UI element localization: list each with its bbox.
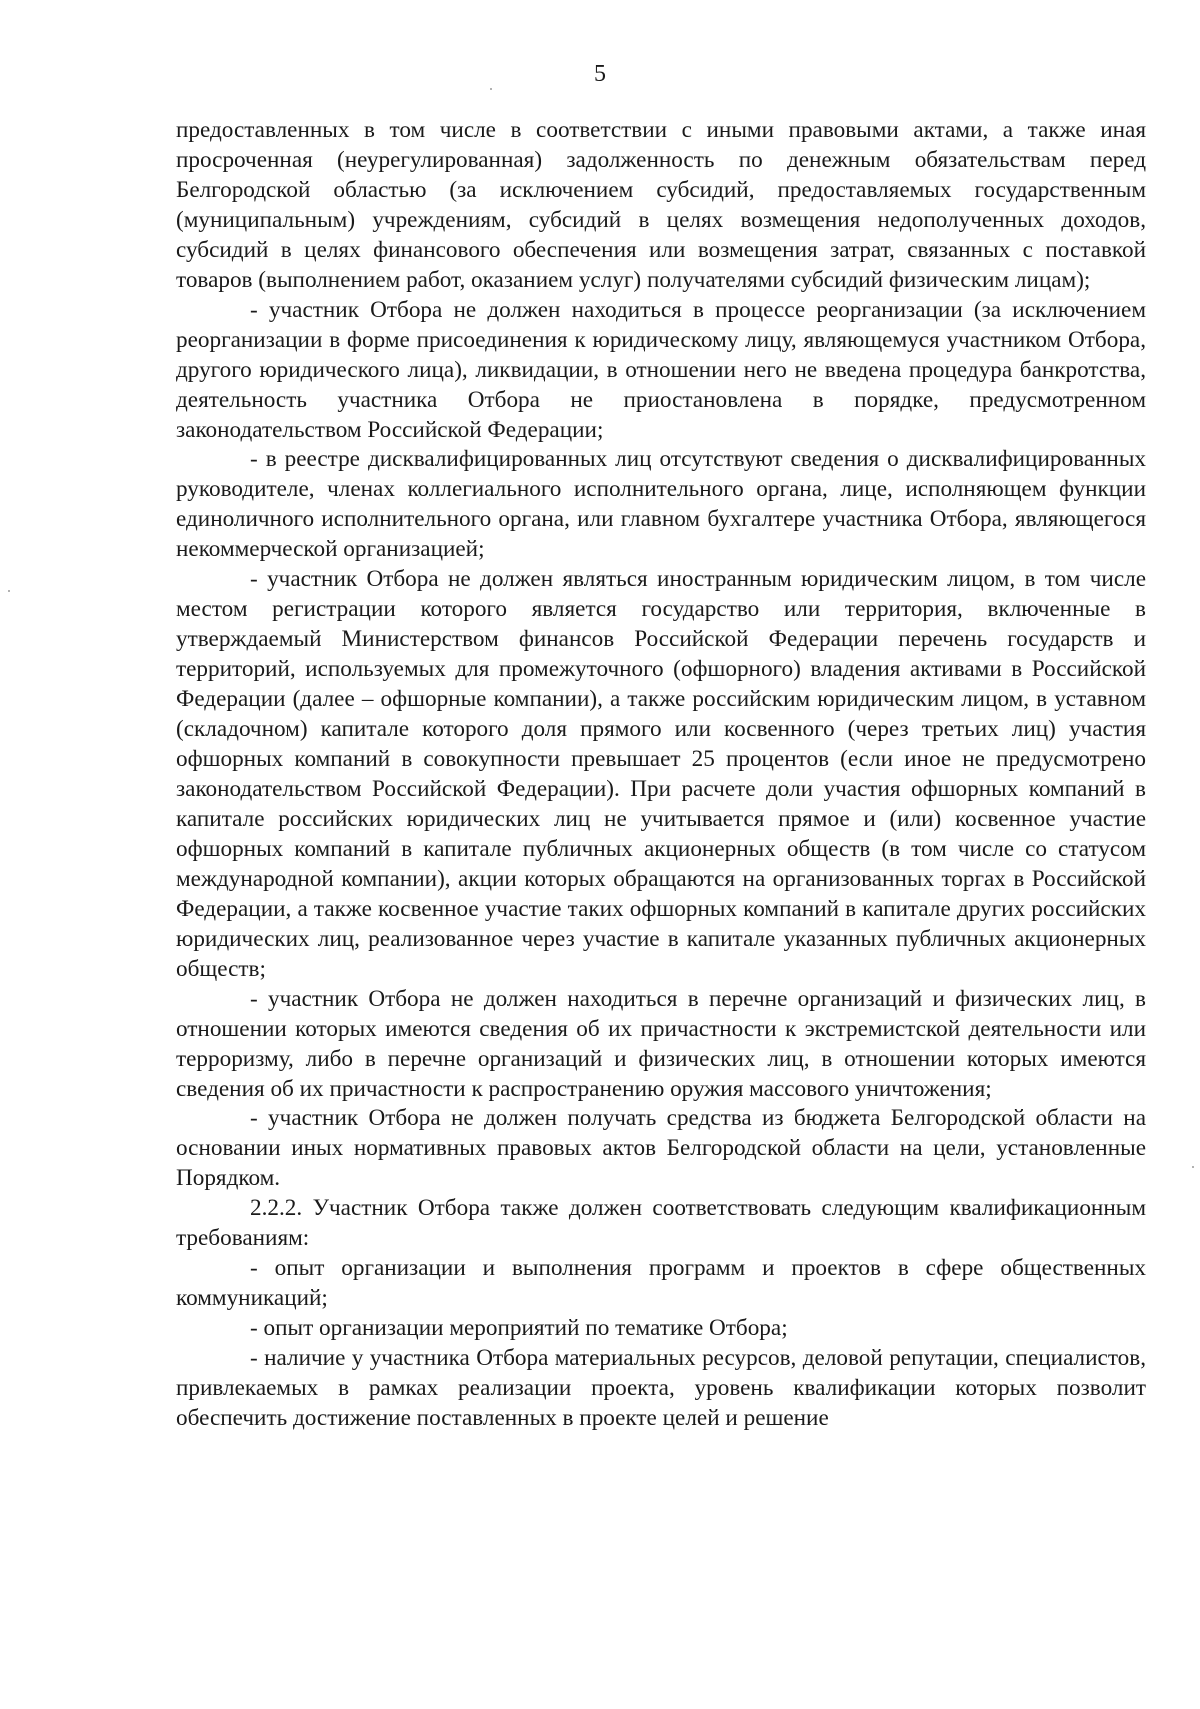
- paragraph-events-experience: - опыт организации мероприятий по тематике Отбора;: [250, 1315, 788, 1342]
- paragraph-extremism-list: - участник Отбора не должен находиться в перечне организаций и физических лиц, в отношении которых имеются сведения об их причастности к экстремистской деятельности или терроризму, либо в перечне организаций и физических лиц, в отношении которых имеются сведения об их причастности к распространению оружия массового уничтожения;: [176, 985, 1146, 1102]
- paragraph-offshore-companies: - участник Отбора не должен являться иностранным юридическим лицом, в том числе местом регистрации которого является государство или территория, включенные в утверждаемый Министерством финансов Российской Федерации перечень государств и территорий, используемых для промежуточного (офшорного) владения активами в Российской Федерации (далее – офшорные компании), а также российским юридическим лицом, в уставном (складочном) капитале которого доля прямого или косвенного (через третьих лиц) участия офшорных компаний в совокупности превышает 25 процентов (если иное не предусмотрено законодательством Российской Федерации). При расчете доли участия офшорных компаний в капитале российских юридических лиц не учитывается прямое и (или) косвенное участие офшорных компаний в капитале публичных акционерных обществ (в том числе со статусом международной компании), акции которых обращаются на организованных торгах в Российской Федерации, а также косвенное участие таких офшорных компаний в капитале других российских юридических лиц, реализованное через участие в капитале указанных публичных акционерных обществ;: [176, 566, 1146, 982]
- scan-speck: [8, 590, 10, 592]
- paragraph-budget-funds: - участник Отбора не должен получать средства из бюджета Белгородской области на основании иных нормативных правовых актов Белгородской области на цели, установленные Порядком.: [176, 1105, 1146, 1192]
- paragraph-qualification-requirements: 2.2.2. Участник Отбора также должен соответствовать следующим квалификационным требованиям:: [176, 1195, 1146, 1252]
- scan-speck: [1192, 1166, 1194, 1168]
- scan-speck: [490, 88, 492, 90]
- document-body: [176, 116, 1146, 1434]
- paragraph-continuation: предоставленных в том числе в соответствии с иными правовыми актами, а также иная просроченная (неурегулированная) задолженность по денежным обязательствам перед Белгородской областью (за исключением субсидий, предоставляемых государственным (муниципальным) учреждениям, субсидий в целях возмещения недополученных доходов, субсидий в целях финансового обеспечения или возмещения затрат, связанных с поставкой товаров (выполнением работ, оказанием услуг) получателями субсидий физическим лицам);: [176, 117, 1146, 293]
- paragraph-programs-experience: - опыт организации и выполнения программ и проектов в сфере общественных коммуникаций;: [176, 1255, 1146, 1312]
- paragraph-resources: - наличие у участника Отбора материальных ресурсов, деловой репутации, специалистов, привлекаемых в рамках реализации проекта, уровень квалификации которых позволит обеспечить достижение поставленных в проекте целей и решение: [176, 1345, 1146, 1431]
- page-number: 5: [594, 61, 606, 87]
- paragraph-reorganization: - участник Отбора не должен находиться в процессе реорганизации (за исключением реорганизации в форме присоединения к юридическому лицу, являющемуся участником Отбора, другого юридического лица), ликвидации, в отношении него не введена процедура банкротства, деятельность участника Отбора не приостановлена в порядке, предусмотренном законодательством Российской Федерации;: [176, 296, 1146, 443]
- paragraph-disqualified-registry: - в реестре дисквалифицированных лиц отсутствуют сведения о дисквалифицированных руководителе, членах коллегиального исполнительного органа, лице, исполняющем функции единоличного исполнительного органа, или главном бухгалтере участника Отбора, являющегося некоммерческой организацией;: [176, 446, 1146, 563]
